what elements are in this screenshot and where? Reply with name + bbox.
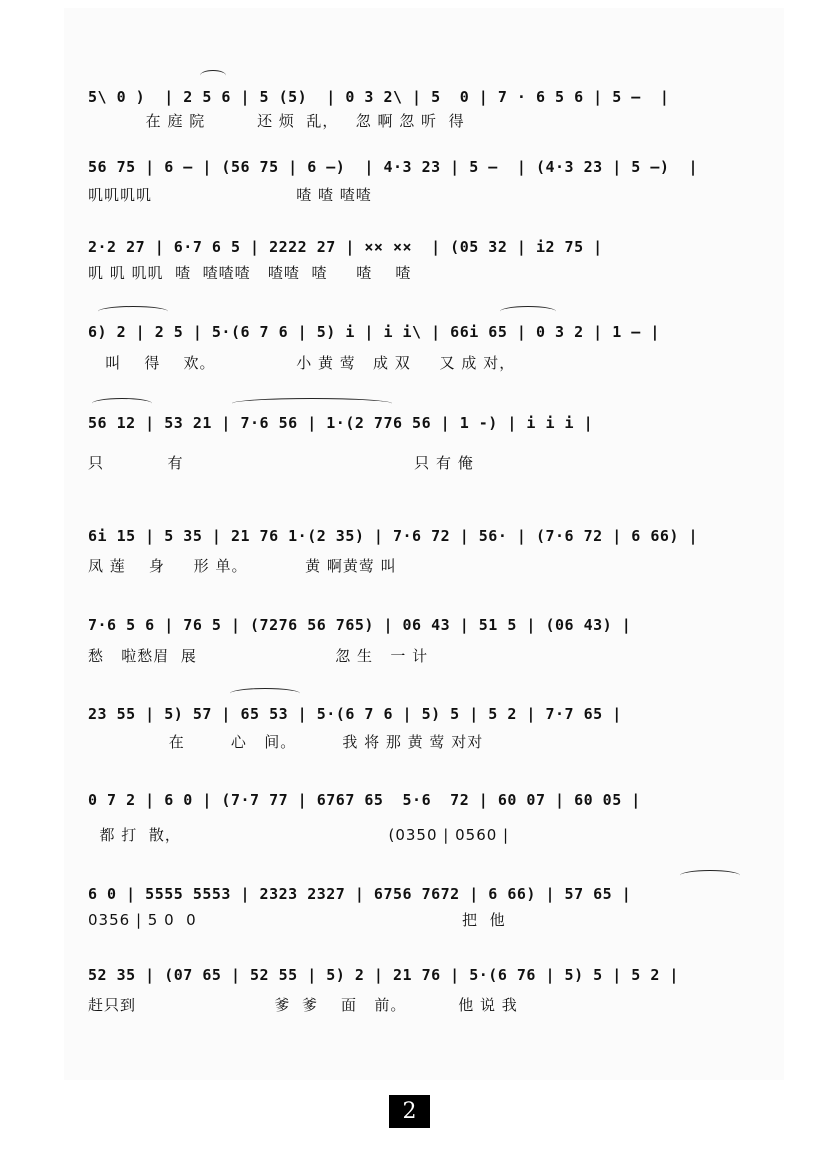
page-number: 2 xyxy=(389,1095,430,1128)
notation-line-8: 23 55 | 5) 57 | 65 53 | 5·(6 7 6 | 5) 5 | 5 2 | 7·7 65 | xyxy=(88,705,622,723)
notation-line-6: 6i 15 | 5 35 | 21 76 1·(2 35) | 7·6 72 | 56· | (7·6 72 | 6 66) | xyxy=(88,527,698,545)
slur-mark xyxy=(232,398,392,409)
lyrics-line-2: 叽叽叽叽 喳 喳 喳喳 xyxy=(88,186,372,204)
slur-mark xyxy=(92,398,152,409)
notation-line-3: 2·2 27 | 6·7 6 5 | 2222 27 | ×× ×× | (05 32 | i2 75 | xyxy=(88,238,603,256)
lyrics-line-10: 0356 | 5 0 0 把 他 xyxy=(88,911,506,929)
lyrics-line-9: 都 打 散， (0350 | 0560 | xyxy=(88,826,510,844)
notation-line-7: 7·6 5 6 | 76 5 | (7276 56 765) | 06 43 | 51 5 | (06 43) | xyxy=(88,616,632,634)
lyrics-line-5: 只 有 只 有 俺 xyxy=(88,454,474,472)
notation-line-2: 56 75 | 6 — | (56 75 | 6 —) | 4·3 23 | 5 — | (4·3 23 | 5 —) | xyxy=(88,158,698,176)
notation-line-5: 56 12 | 53 21 | 7·6 56 | 1·(2 776 56 | 1 -) | i i i | xyxy=(88,414,594,432)
lyrics-line-8: 在 心 间。 我 将 那 黄 莺 对对 xyxy=(88,733,484,751)
lyrics-line-11: 赶只到 爹 爹 面 前。 他 说 我 xyxy=(88,996,518,1014)
lyrics-line-3: 叽 叽 叽叽 喳 喳喳喳 喳喳 喳 喳 喳 xyxy=(88,264,412,282)
slur-mark xyxy=(230,688,300,699)
notation-line-1: 5\ 0 ) | 2 5 6 | 5 (5) | 0 3 2\ | 5 0 | 7 · 6 5 6 | 5 — | xyxy=(88,88,670,106)
notation-line-11: 52 35 | (07 65 | 52 55 | 5) 2 | 21 76 | 5·(6 76 | 5) 5 | 5 2 | xyxy=(88,966,679,984)
notation-line-9: 0 7 2 | 6 0 | (7·7 77 | 6767 65 5·6 72 | 60 07 | 60 05 | xyxy=(88,791,641,809)
lyrics-line-6: 凤 莲 身 形 单。 黄 啊黄莺 叫 xyxy=(88,557,397,575)
notation-line-10: 6 0 | 5555 5553 | 2323 2327 | 6756 7672 | 6 66) | 57 65 | xyxy=(88,885,632,903)
slur-mark xyxy=(200,70,226,81)
slur-mark xyxy=(98,306,168,317)
slur-mark xyxy=(680,870,740,881)
lyrics-line-4: 叫 得 欢。 小 黄 莺 成 双 又 成 对， xyxy=(88,354,516,372)
slur-mark xyxy=(500,306,556,317)
lyrics-line-7: 愁 啦愁眉 展 忽 生 一 计 xyxy=(88,647,429,665)
notation-line-4: 6) 2 | 2 5 | 5·(6 7 6 | 5) i | i i\ | 66i 65 | 0 3 2 | 1 — | xyxy=(88,323,660,341)
lyrics-line-1: 在 庭 院 还 烦 乱， 忽 啊 忽 听 得 xyxy=(88,112,465,130)
